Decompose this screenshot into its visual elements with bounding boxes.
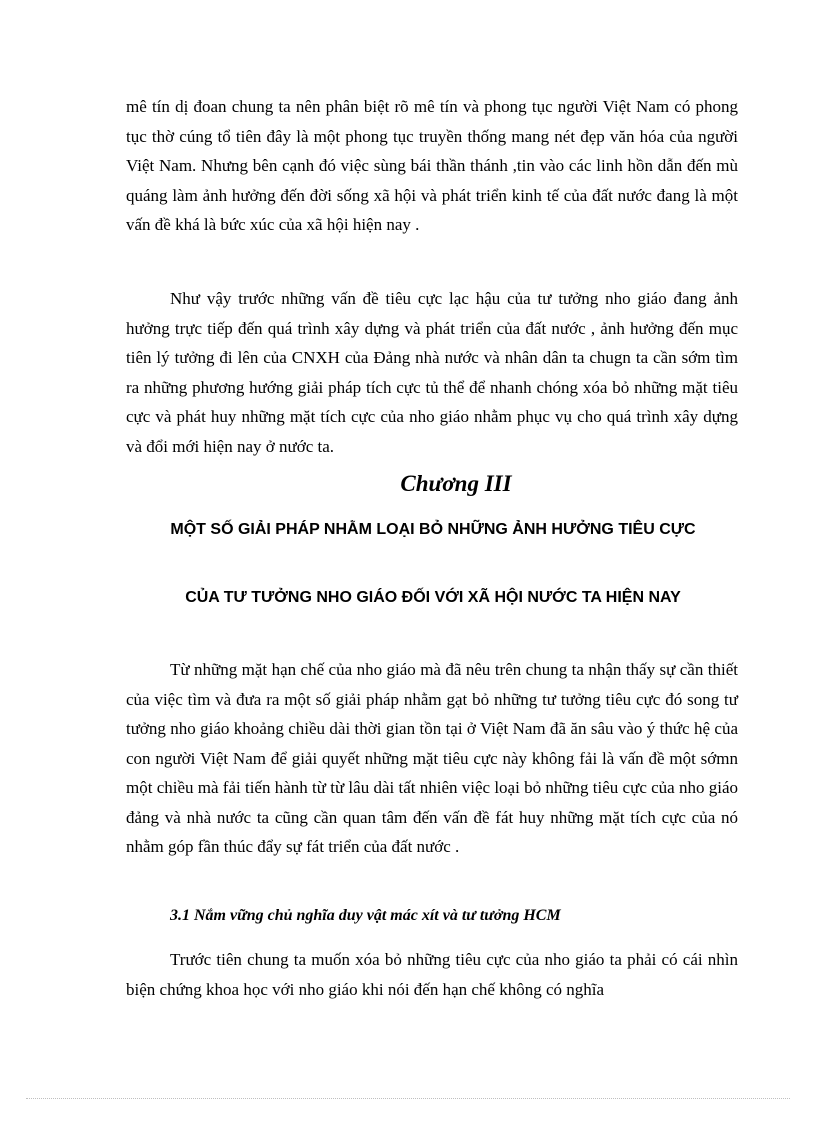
paragraph-1: mê tín dị đoan chung ta nên phân biệt rõ mê tín và phong tục người Việt Nam có phong tục thờ cúng tổ tiên đây là một phong tục truyền thống mang nét đẹp văn hóa của người Việt Nam. Nhưng bên cạnh đó việc sùng bái thần thánh ,tin vào các linh hồn dẫn đến mù quáng làm ảnh hưởng đến đời sống xã hội và phát triển kinh tế của đất nước đang là một vấn đề khá là bức xúc của xã hội hiện nay .	[126, 97, 738, 234]
paragraph-4: Trước tiên chung ta muốn xóa bỏ những tiêu cực của nho giáo ta phải có cái nhìn biện chứng khoa học với nho giáo khi nói đến hạn chế không có nghĩa	[126, 950, 738, 999]
section-heading: 3.1 Nắm vững chủ nghĩa duy vật mác xít và tư tưởng HCM	[170, 907, 561, 924]
page-bottom-divider	[26, 1098, 790, 1099]
chapter-title: Chương III	[400, 471, 512, 496]
chapter-heading-line-2: CỦA TƯ TƯỞNG NHO GIÁO ĐỐI VỚI XÃ HỘI NƯỚC TA HIỆN NAY	[185, 589, 681, 606]
chapter-heading-line-1: MỘT SỐ GIẢI PHÁP NHẰM LOẠI BỎ NHỮNG ẢNH HƯỞNG TIÊU CỰC	[170, 521, 696, 538]
paragraph-2: Như vậy trước những vấn đề tiêu cực lạc hậu của tư tưởng nho giáo đang ảnh hưởng trực tiếp đến quá trình xây dựng và phát triển của đất nước , ảnh hưởng đến mục tiên lý tưởng đi lên của CNXH của Đảng nhà nước và nhân dân ta chugn ta cần sớm tìm ra những phương hướng giải pháp tích cực tủ thể để nhanh chóng xóa bỏ những mặt tiêu cực và phát huy những mặt tích cực của nho giáo nhằm phục vụ cho quá trình xây dựng và đổi mới hiện nay ở nước ta.	[126, 289, 738, 456]
paragraph-3: Từ những mặt hạn chế của nho giáo mà đã nêu trên chung ta nhận thấy sự cần thiết của việc tìm và đưa ra một số giải pháp nhằm gạt bỏ những tư tưởng tiêu cực đó song tư tưởng nho giáo khoảng chiều dài thời gian tồn tại ở Việt Nam đã ăn sâu vào ý thức hệ của con người Việt Nam để giải quyết những mặt tiêu cực này không fải là vấn đề một sớmn một chiều mà fải tiến hành từ từ lâu dài tất nhiên việc loại bỏ những tiêu cực của nho giáo đảng và nhà nước ta cũng cần quan tâm đến vấn đề fát huy những mặt tích cực của nó nhằm góp fần thúc đẩy sự fát triển của đất nước .	[126, 660, 738, 856]
